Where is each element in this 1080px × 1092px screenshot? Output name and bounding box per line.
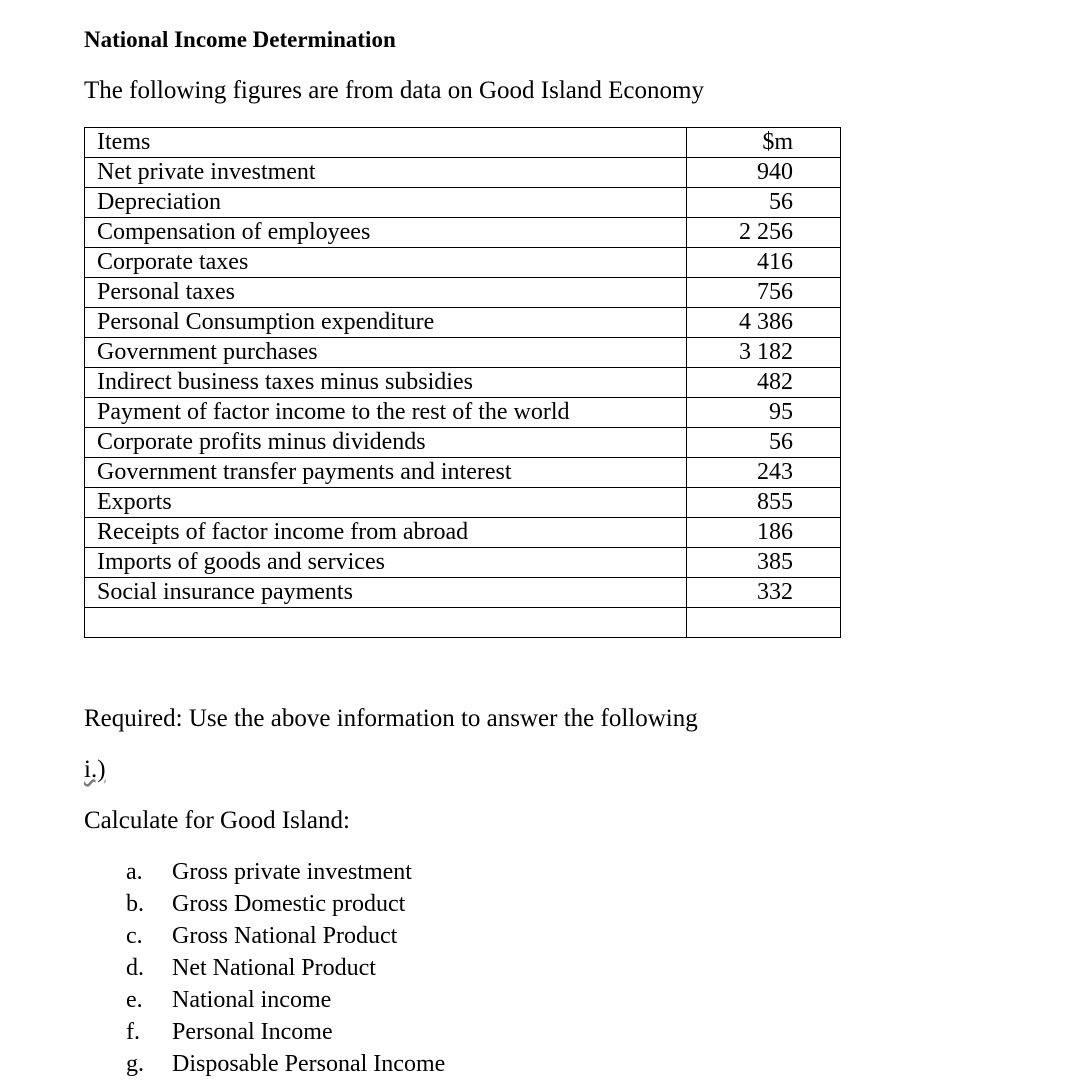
task-text: Disposable Personal Income [172, 1051, 446, 1077]
task-text: Gross private investment [172, 859, 412, 885]
task-text: Gross Domestic product [172, 891, 406, 917]
table-row [85, 488, 841, 518]
row-value: 332 [687, 578, 841, 608]
task-item [126, 888, 445, 920]
task-item [126, 856, 445, 888]
task-letter: g. [126, 1051, 144, 1077]
row-item-label: Corporate profits minus dividends [85, 428, 687, 458]
row-value: 855 [687, 488, 841, 518]
task-letter: b. [126, 891, 144, 917]
table-body [85, 158, 841, 638]
table-row [85, 308, 841, 338]
table-row [85, 548, 841, 578]
task-text: Gross National Product [172, 923, 398, 949]
row-item-label: Compensation of employees [85, 218, 687, 248]
task-item [126, 952, 445, 984]
row-item-label: Personal Consumption expenditure [85, 308, 687, 338]
row-value: 385 [687, 548, 841, 578]
row-value: 4 386 [687, 308, 841, 338]
table-header-row [85, 128, 841, 158]
row-item-label: Social insurance payments [85, 578, 687, 608]
data-table [84, 127, 841, 638]
task-letter: f. [126, 1019, 140, 1045]
row-item-label: Government purchases [85, 338, 687, 368]
row-value: 482 [687, 368, 841, 398]
row-item-label: Personal taxes [85, 278, 687, 308]
items-header: Items [85, 128, 687, 158]
table-row [85, 218, 841, 248]
task-item [126, 920, 445, 952]
table-row [85, 458, 841, 488]
table-row [85, 188, 841, 218]
task-list [126, 856, 445, 1080]
row-item-label: Government transfer payments and interest [85, 458, 687, 488]
task-letter: e. [126, 987, 143, 1013]
task-item [126, 984, 445, 1016]
intro-text: The following figures are from data on Good Island Economy [84, 77, 704, 104]
task-letter: d. [126, 955, 144, 981]
row-item-label: Corporate taxes [85, 248, 687, 278]
value-header: $m [687, 128, 841, 158]
table-row [85, 608, 841, 638]
table-row [85, 278, 841, 308]
row-value: 3 182 [687, 338, 841, 368]
table-row [85, 368, 841, 398]
row-item-label [85, 608, 687, 638]
row-item-label: Payment of factor income to the rest of the world [85, 398, 687, 428]
row-value: 56 [687, 188, 841, 218]
row-value: 416 [687, 248, 841, 278]
row-item-label: Exports [85, 488, 687, 518]
row-item-label: Net private investment [85, 158, 687, 188]
row-value: 243 [687, 458, 841, 488]
task-text: National income [172, 987, 332, 1013]
required-text: Required: Use the above information to answer the following [84, 705, 698, 732]
row-value: 940 [687, 158, 841, 188]
row-value [687, 608, 841, 638]
task-letter: c. [126, 923, 143, 949]
table-row [85, 158, 841, 188]
part-label [84, 755, 106, 785]
document-title: National Income Determination [84, 27, 396, 52]
calculate-instruction: Calculate for Good Island: [84, 807, 350, 834]
row-value: 56 [687, 428, 841, 458]
task-letter: a. [126, 859, 143, 885]
task-text: Net National Product [172, 955, 376, 981]
task-text: Personal Income [172, 1019, 333, 1045]
table-row [85, 518, 841, 548]
row-item-label: Receipts of factor income from abroad [85, 518, 687, 548]
table-row [85, 428, 841, 458]
row-value: 756 [687, 278, 841, 308]
table-row [85, 338, 841, 368]
row-item-label: Imports of goods and services [85, 548, 687, 578]
row-value: 186 [687, 518, 841, 548]
part-number: i.) [84, 756, 106, 783]
task-item [126, 1016, 445, 1048]
row-item-label: Depreciation [85, 188, 687, 218]
table-row [85, 248, 841, 278]
task-item [126, 1048, 445, 1080]
row-value: 95 [687, 398, 841, 428]
row-item-label: Indirect business taxes minus subsidies [85, 368, 687, 398]
row-value: 2 256 [687, 218, 841, 248]
table-row [85, 578, 841, 608]
table-row [85, 398, 841, 428]
